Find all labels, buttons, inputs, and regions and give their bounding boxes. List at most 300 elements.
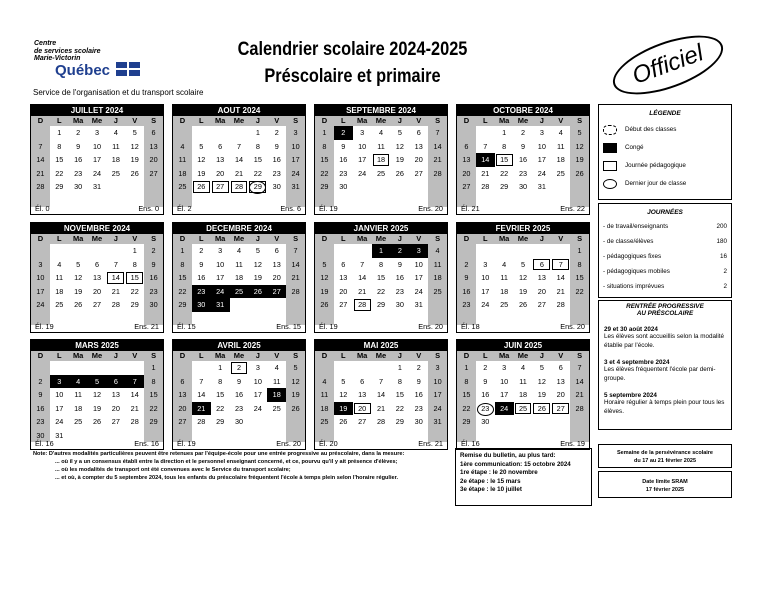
day-cell: 6 (274, 246, 279, 255)
day-cell: 7 (199, 376, 204, 386)
rentree-text-3: Horaire régulier à temps plein pour tous les élèves. (604, 399, 725, 415)
day-cell (476, 244, 495, 258)
day-cell: 8 (315, 140, 334, 154)
month-footer (173, 439, 305, 449)
day-cell: 13 (457, 153, 476, 167)
day-cell (428, 298, 447, 312)
day-cell: 14 (286, 258, 305, 272)
day-cell: 1 (255, 128, 260, 137)
bulletin-line-1: Remise du bulletin, au plus tard: (460, 452, 556, 459)
day-cell: 17 (92, 155, 102, 164)
day-cell: 17 (500, 390, 509, 399)
journees-value: 2 (723, 283, 727, 290)
day-cell: 11 (74, 390, 82, 399)
weekday-label: Me (375, 234, 387, 243)
journees-label: - de travail/enseignants (603, 223, 669, 230)
day-cell: 13 (537, 273, 546, 282)
day-cell: 17 (216, 273, 225, 282)
eleves-count: Él. 19 (35, 322, 54, 331)
day-cell: 8 (132, 259, 137, 269)
day-cell: 4 (69, 375, 88, 389)
weekday-label: L (340, 234, 346, 243)
day-cell: 5 (88, 375, 107, 389)
weekday-label: Ma (498, 116, 510, 125)
weekday-label: L (198, 351, 204, 360)
sram-line-2: 17 février 2025 (645, 487, 685, 493)
day-cell: 28 (197, 417, 206, 426)
day-cell: 25 (500, 300, 509, 309)
day-cell: 31 (286, 180, 305, 194)
day-cell: 24 (31, 298, 50, 312)
day-cell (457, 126, 476, 140)
note-line-1: Note: D'autres modalités particulières peuvent être retenues par l'équipe-école pour une entrée progressive au préscolaire, dans la mesure: (33, 451, 405, 457)
day-cell: 29 (315, 180, 334, 194)
month-calendar (172, 339, 306, 450)
day-cell: 13 (144, 140, 163, 154)
day-cell: 23 (339, 168, 348, 178)
weekday-label: Me (91, 116, 103, 125)
day-cell: 4 (502, 259, 507, 269)
month-footer (315, 322, 447, 332)
day-cell: 16 (144, 271, 163, 285)
eleves-count: Él. 21 (461, 204, 480, 213)
day-cell: 10 (428, 375, 447, 389)
day-cell: 28 (230, 180, 249, 194)
day-cell: 22 (395, 403, 404, 413)
week-row (31, 167, 163, 181)
day-cell (551, 180, 570, 194)
week-row (457, 153, 589, 167)
day-cell: 6 (416, 128, 421, 137)
day-cell: 5 (520, 259, 526, 269)
day-cell: 23 (234, 403, 244, 413)
day-cell: 10 (500, 376, 509, 386)
day-cell: 1 (173, 244, 192, 258)
month-calendar (456, 339, 590, 450)
week-row (31, 244, 163, 258)
day-cell: 11 (55, 273, 64, 282)
day-cell: 31 (414, 300, 423, 309)
enseignants-count: Ens. 6 (280, 204, 301, 213)
day-cell: 14 (197, 390, 206, 399)
day-cell: 28 (376, 417, 386, 426)
day-cell: 20 (144, 153, 163, 167)
day-cell (192, 361, 211, 375)
enseignants-count: Ens. 16 (134, 439, 159, 448)
day-cell: 14 (476, 153, 495, 167)
day-cell: 2 (483, 363, 488, 372)
week-row (31, 153, 163, 167)
day-cell: 9 (416, 376, 421, 386)
weekday-label: S (293, 351, 299, 360)
weekday-label: V (416, 351, 422, 360)
day-cell (457, 244, 476, 258)
perseverance-line-1: Semaine de la persévérance scolaire (616, 450, 713, 456)
day-cell: 27 (537, 300, 546, 309)
day-cell: 6 (144, 126, 163, 140)
day-cell: 7 (360, 259, 365, 269)
week-row (31, 375, 163, 389)
day-cell: 15 (570, 271, 589, 285)
journees-value: 180 (716, 238, 727, 245)
week-row (31, 140, 163, 154)
day-cell: 10 (216, 259, 225, 269)
day-cell: 16 (457, 285, 476, 299)
weekday-label: D (321, 351, 328, 360)
day-cell (106, 180, 125, 194)
month-title: JANVIER 2025 (315, 223, 447, 234)
day-cell: 29 (216, 417, 225, 426)
day-cell: 24 (253, 403, 262, 413)
day-cell: 3 (50, 375, 69, 389)
day-cell: 11 (556, 141, 565, 151)
day-cell: 16 (272, 155, 281, 164)
journees-label: - pédagogiques mobiles (603, 268, 670, 275)
day-cell: 12 (518, 273, 528, 282)
day-cell: 16 (339, 155, 348, 164)
day-cell: 29 (500, 182, 509, 191)
eleves-count: Él. 19 (319, 204, 338, 213)
week-row (315, 375, 447, 389)
day-cell: 20 (173, 402, 192, 416)
day-cell: 26 (518, 300, 528, 309)
legend-box (598, 104, 732, 200)
day-cell (125, 180, 144, 194)
day-cell: 6 (106, 375, 125, 389)
legend-item (603, 178, 731, 189)
day-cell: 2 (416, 363, 421, 372)
week-row (173, 258, 305, 272)
day-cell: 14 (234, 155, 244, 164)
journees-value: 16 (719, 253, 727, 260)
day-cell (192, 126, 211, 140)
day-cell: 27 (551, 402, 570, 416)
week-row (315, 167, 447, 181)
day-cell: 16 (481, 390, 490, 399)
day-cell: 14 (106, 271, 125, 285)
week-row (457, 388, 589, 402)
legend-label: Journée pédagogique (625, 162, 686, 169)
day-cell: 4 (378, 128, 384, 137)
day-cell: 4 (113, 128, 118, 137)
day-cell (144, 180, 163, 194)
day-cell: 12 (253, 259, 262, 269)
stamp-text: Officiel (628, 39, 707, 90)
day-cell: 3 (502, 363, 507, 372)
day-cell (230, 126, 249, 140)
day-cell: 6 (558, 363, 563, 372)
day-cell: 31 (92, 182, 102, 191)
day-cell: 3 (409, 244, 428, 258)
weekday-label: D (463, 351, 470, 360)
month-title: AVRIL 2025 (173, 340, 305, 351)
day-cell: 11 (173, 153, 192, 167)
day-cell: 9 (76, 141, 81, 151)
week-row (457, 298, 589, 312)
weekday-label: V (274, 116, 280, 125)
day-cell (495, 415, 514, 429)
week-row (173, 153, 305, 167)
day-cell: 24 (211, 285, 230, 299)
day-cell: 1 (218, 363, 223, 372)
day-cell: 12 (130, 141, 139, 151)
day-cell: 6 (457, 140, 476, 154)
day-cell: 10 (55, 390, 64, 399)
weekday-label: Ma (498, 234, 510, 243)
rentree-date-2: 3 et 4 septembre 2024 (604, 359, 670, 366)
weekday-label: Ma (72, 234, 84, 243)
day-cell: 1 (57, 128, 62, 137)
month-calendar (456, 104, 590, 215)
day-cell: 29 (173, 298, 192, 312)
journees-row (603, 283, 727, 291)
day-cell (532, 244, 551, 258)
day-cell: 9 (199, 259, 204, 269)
day-cell (31, 244, 50, 258)
day-cell: 3 (539, 128, 544, 137)
day-cell: 23 (192, 285, 211, 299)
enseignants-count: Ens. 20 (560, 322, 585, 331)
day-cell: 25 (315, 415, 334, 429)
weekday-label: Ma (214, 116, 226, 125)
day-cell: 25 (111, 168, 120, 178)
day-cell: 21 (358, 286, 367, 296)
weekday-label: D (321, 116, 328, 125)
rentree-text-1: Les élèves sont accueillis selon la modalité établie par l'école. (604, 333, 725, 349)
day-cell: 19 (334, 402, 353, 416)
day-cell: 26 (248, 285, 267, 299)
day-cell: 1 (570, 244, 589, 258)
weekday-label: S (151, 351, 157, 360)
day-cell: 29 (144, 415, 163, 429)
week-row (31, 402, 163, 416)
enseignants-count: Ens. 20 (276, 439, 301, 448)
day-cell: 15 (457, 388, 476, 402)
eleves-count: Él. 20 (319, 439, 338, 448)
rentree-date-3: 5 septembre 2024 (604, 392, 657, 399)
month-calendar (172, 104, 306, 215)
day-cell: 19 (197, 168, 206, 178)
week-row (173, 402, 305, 416)
day-cell: 18 (428, 271, 447, 285)
weekday-label: J (255, 351, 260, 360)
day-cell: 29 (457, 415, 476, 429)
day-cell: 22 (500, 168, 509, 178)
day-cell (88, 361, 107, 375)
weekday-header (173, 234, 305, 244)
weekday-label: Me (517, 234, 529, 243)
month-calendar (314, 222, 448, 333)
day-cell (248, 415, 267, 429)
legend-item (603, 142, 731, 153)
day-cell (570, 415, 589, 429)
weekday-header (315, 116, 447, 126)
day-cell: 27 (144, 167, 163, 181)
day-cell: 2 (457, 258, 476, 272)
journees-row (603, 268, 727, 276)
day-cell: 3 (218, 246, 223, 255)
day-cell: 23 (144, 285, 163, 299)
day-cell: 30 (272, 182, 281, 191)
weekday-label: S (151, 234, 157, 243)
day-cell: 7 (286, 244, 305, 258)
day-cell: 28 (130, 417, 139, 426)
day-cell: 30 (339, 182, 348, 191)
note-block (33, 450, 451, 482)
day-cell: 27 (457, 180, 476, 194)
month-calendar (314, 104, 448, 215)
month-title: JUIN 2025 (457, 340, 589, 351)
weekday-label: Me (517, 351, 529, 360)
eleves-count: Él. 15 (177, 322, 196, 331)
weekday-label: L (198, 116, 204, 125)
week-row (315, 140, 447, 154)
weekday-label: Me (91, 351, 103, 360)
week-row (173, 126, 305, 140)
weekday-label: D (37, 351, 44, 360)
journees-row (603, 238, 727, 246)
day-cell (286, 298, 305, 312)
bulletin-box (455, 448, 592, 506)
legend-item (603, 124, 731, 135)
day-cell: 21 (481, 168, 490, 178)
quebec-flag-icon (116, 62, 140, 76)
day-cell: 17 (358, 155, 367, 164)
day-cell: 22 (376, 286, 386, 296)
day-cell: 13 (414, 141, 423, 151)
day-cell: 11 (112, 141, 120, 151)
day-cell: 7 (570, 361, 589, 375)
weekday-label: D (37, 234, 44, 243)
weekday-label: L (56, 234, 62, 243)
enseignants-count: Ens. 21 (418, 439, 443, 448)
week-row (315, 415, 447, 429)
weekday-label: L (340, 351, 346, 360)
logo-quebec: Québec (55, 62, 111, 79)
week-row (173, 285, 305, 299)
day-cell (31, 126, 50, 140)
week-row (457, 180, 589, 194)
week-row (315, 244, 447, 258)
day-cell: 27 (211, 180, 230, 194)
day-cell: 15 (55, 155, 64, 164)
weekday-label: J (397, 234, 402, 243)
month-footer (173, 204, 305, 214)
day-cell: 2 (520, 128, 526, 137)
weekday-header (457, 116, 589, 126)
weekday-label: J (113, 351, 118, 360)
day-cell: 28 (286, 285, 305, 299)
day-cell: 13 (339, 273, 348, 282)
week-row (457, 285, 589, 299)
day-cell: 9 (236, 376, 242, 386)
week-row (173, 140, 305, 154)
week-row (315, 285, 447, 299)
day-cell: 15 (495, 153, 514, 167)
day-cell: 1 (397, 363, 402, 372)
day-cell: 24 (286, 167, 305, 181)
day-cell: 27 (111, 417, 120, 426)
day-cell (50, 361, 69, 375)
day-cell (353, 244, 372, 258)
day-cell (476, 126, 495, 140)
weekday-label: V (132, 234, 138, 243)
day-cell: 21 (111, 286, 120, 296)
day-cell: 23 (414, 403, 423, 413)
note-line-3: ... où les modalités de transport ont été convenues avec le Service du transport scolaire; (55, 467, 291, 473)
day-cell: 17 (55, 403, 64, 413)
weekday-label: Ma (72, 351, 84, 360)
eleves-count: Él. 18 (461, 322, 480, 331)
week-row (315, 388, 447, 402)
day-cell: 5 (539, 363, 544, 372)
day-cell: 7 (483, 141, 488, 151)
day-cell: 25 (514, 402, 533, 416)
day-cell: 22 (315, 167, 334, 181)
day-cell: 21 (234, 168, 244, 178)
day-cell: 19 (286, 388, 305, 402)
day-cell: 10 (92, 141, 102, 151)
day-cell: 31 (55, 430, 64, 440)
weekday-label: Ma (356, 234, 368, 243)
weekday-label: J (255, 234, 260, 243)
bulletin-line-4: 2e étape : le 15 mars (460, 477, 521, 485)
month-title: NOVEMBRE 2024 (31, 223, 163, 234)
day-cell: 24 (481, 300, 490, 309)
day-cell: 4 (236, 246, 242, 255)
day-cell: 2 (76, 128, 81, 137)
week-row (315, 153, 447, 167)
day-cell: 13 (272, 259, 281, 269)
day-cell (125, 361, 144, 375)
day-cell: 5 (199, 141, 204, 151)
day-cell: 4 (558, 128, 563, 137)
month-title: JUILLET 2024 (31, 105, 163, 116)
weekday-label: J (113, 116, 118, 125)
day-cell (173, 361, 192, 375)
weekday-label: D (463, 116, 470, 125)
day-cell: 19 (537, 390, 546, 399)
weekday-label: V (558, 351, 564, 360)
day-cell (372, 361, 391, 375)
day-cell: 31 (211, 298, 230, 312)
day-cell: 22 (144, 402, 163, 416)
week-row (173, 271, 305, 285)
weekday-label: L (340, 116, 346, 125)
bulletin-line-5: 3e étape : le 10 juillet (460, 486, 522, 494)
enseignants-count: Ens. 20 (418, 204, 443, 213)
day-cell (31, 361, 50, 375)
weekday-label: S (293, 116, 299, 125)
day-cell: 28 (428, 167, 447, 181)
weekday-label: J (397, 351, 402, 360)
logo-line-2: de services scolaire (34, 47, 101, 55)
weekday-label: V (274, 234, 280, 243)
weekday-label: Ma (214, 351, 226, 360)
weekday-label: D (463, 234, 470, 243)
day-cell: 20 (353, 402, 372, 416)
day-cell: 26 (74, 300, 83, 309)
day-cell: 18 (111, 155, 120, 164)
day-cell: 16 (395, 273, 404, 282)
day-cell: 16 (74, 155, 83, 164)
weekday-label: D (37, 116, 44, 125)
weekday-label: Me (375, 351, 387, 360)
day-cell: 20 (537, 286, 546, 296)
day-cell (267, 298, 286, 312)
day-cell: 17 (253, 390, 262, 399)
day-cell: 20 (457, 167, 476, 181)
